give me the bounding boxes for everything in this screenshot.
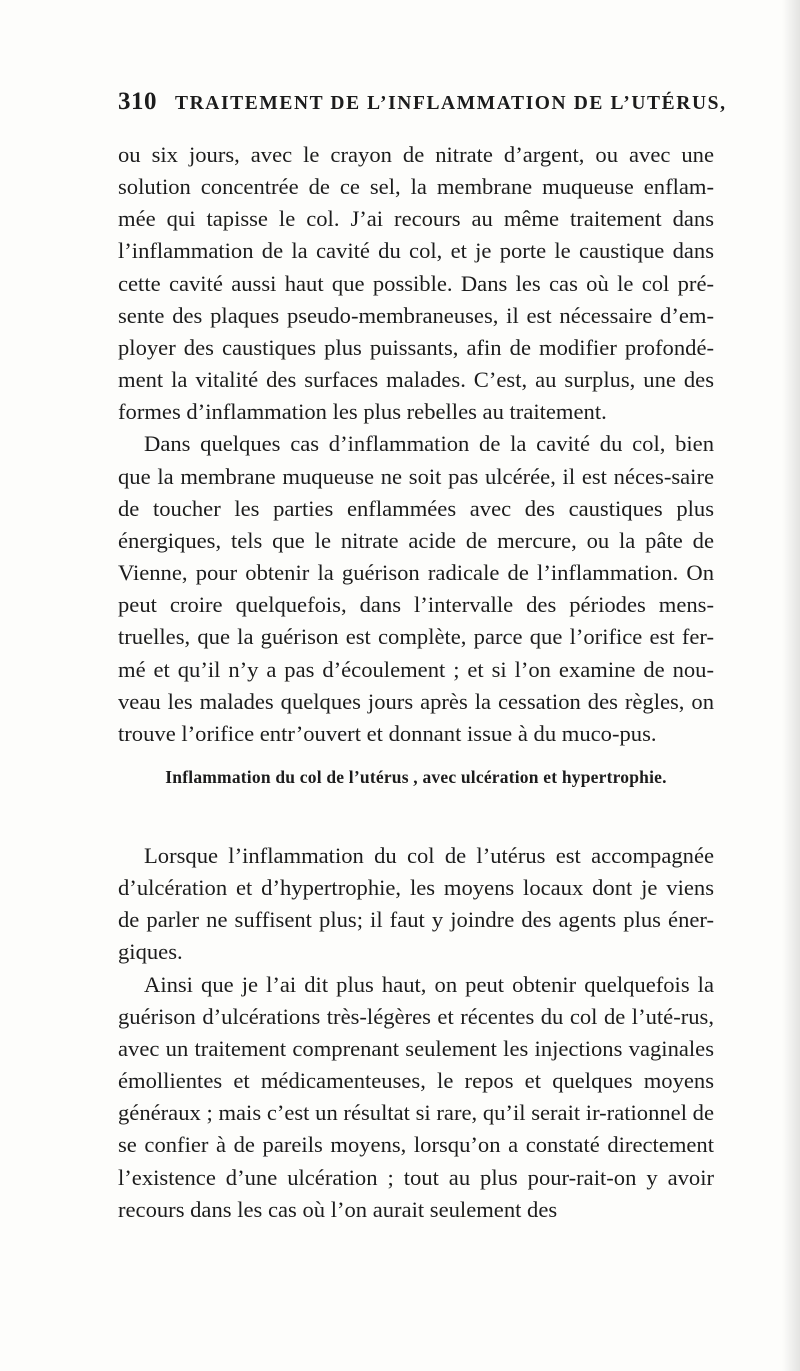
paragraph: Dans quelques cas d’inflammation de la cavité du col, bien que la membrane muqueuse ne soit pas ulcérée, il est néces-saire de toucher les parties enflammées avec des caustiques plus énergiques, tels que le nitrate acide de mercure, ou la pâte de Vienne, pour obtenir la guérison radicale de l’inflammation. On peut croire quelquefois, dans l’intervalle des périodes mens-truelles, que la guérison est complète, parce que l’orifice est fer-mé et qu’il n’y a pas d’écoulement ; et si l’on examine de nou-veau les malades quelques jours après la cessation des règles, on trouve l’orifice entr’ouvert et donnant issue à du muco-pus. — [118, 431, 714, 746]
paragraph: ou six jours, avec le crayon de nitrate d’argent, ou avec une solution concentrée de ce sel, la membrane muqueuse enflam-mée qui tapisse le col. J’ai recours au même traitement dans l’inflammation de la cavité du col, et je porte le caustique dans cette cavité aussi haut que possible. Dans les cas où le col pré-sente des plaques pseudo-membraneuses, il est nécessaire d’em-ployer des caustiques plus puissants, afin de modifier profondé-ment la vitalité des surfaces malades. C’est, au surplus, une des formes d’inflammation les plus rebelles au traitement. — [118, 142, 714, 425]
running-title: TRAITEMENT DE L’INFLAMMATION DE L’UTÉRUS, — [175, 93, 727, 114]
text-block-1 — [118, 139, 714, 750]
page-header — [118, 88, 727, 116]
page-number: 310 — [118, 88, 157, 115]
paragraph: Ainsi que je l’ai dit plus haut, on peut obtenir quelquefois la guérison d’ulcérations très-légères et récentes du col de l’uté-rus, avec un traitement comprenant seulement les injections vaginales émollientes et médicamenteuses, le repos et quelques moyens généraux ; mais c’est un résultat si rare, qu’il serait ir-rationnel de se confier à de pareils moyens, lorsqu’on a constaté directement l’existence d’une ulcération ; tout au plus pour-rait-on y avoir recours dans les cas où l’on aurait seulement des — [118, 971, 714, 1222]
paragraph: Lorsque l’inflammation du col de l’utérus est accompagnée d’ulcération et d’hypertrophie, les moyens locaux dont je viens de parler ne suffisent plus; il faut y joindre des agents plus éner-giques. — [118, 843, 714, 965]
section-subheading: Inflammation du col de l’utérus , avec ulcération et hypertrophie. — [165, 767, 667, 787]
text-block-2 — [118, 840, 714, 1226]
